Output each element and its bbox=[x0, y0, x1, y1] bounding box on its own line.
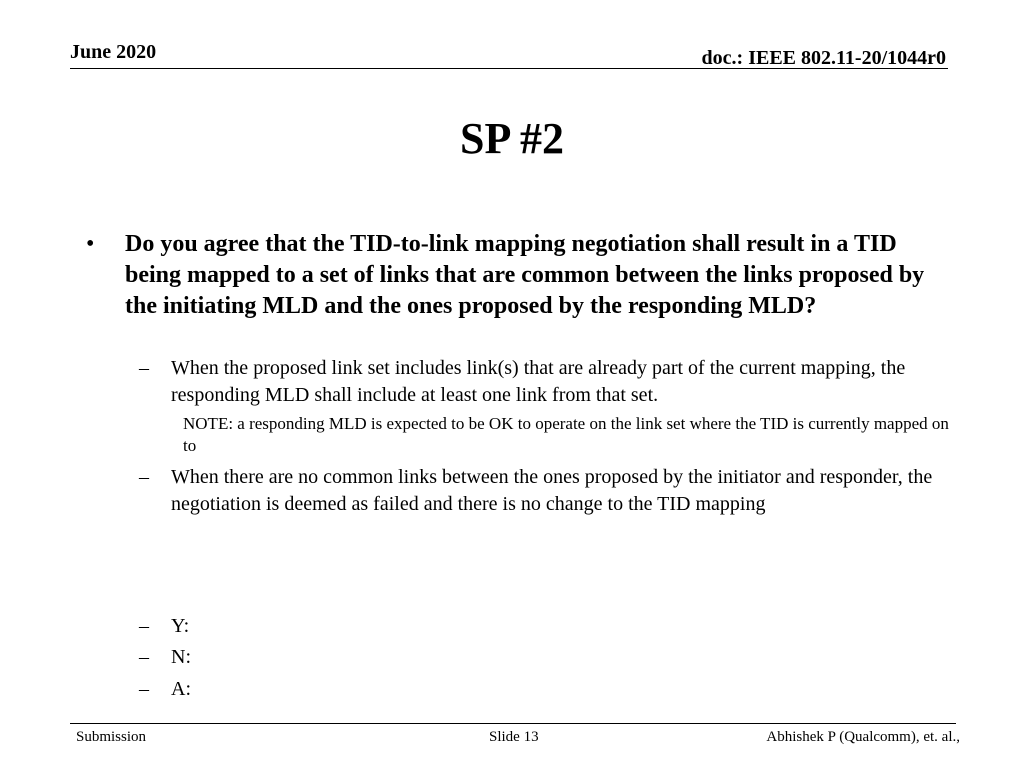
vote-no: N: bbox=[171, 646, 191, 668]
dash-marker: – bbox=[139, 615, 149, 637]
sub-item-2: When there are no common links between the ones proposed by the initiator and responder, the negotiation is deemed as failed and there is no change to the TID mapping bbox=[171, 466, 933, 515]
note-text: NOTE: a responding MLD is expected to be OK to operate on the link set where the TID is currently mapped on to bbox=[183, 414, 949, 455]
sub-item-1: When the proposed link set includes link(s) that are already part of the current mapping, the responding MLD shall include at least one link from that set. bbox=[171, 357, 906, 406]
vote-yes: Y: bbox=[171, 615, 190, 637]
header-doc-id: doc.: IEEE 802.11-20/1044r0 bbox=[701, 47, 946, 69]
dash-marker: – bbox=[139, 466, 149, 488]
bullet-marker: • bbox=[86, 231, 95, 257]
slide-title: SP #2 bbox=[460, 114, 564, 163]
dash-marker: – bbox=[139, 646, 149, 668]
dash-marker: – bbox=[139, 357, 149, 379]
footer-submission: Submission bbox=[76, 729, 147, 745]
footer-author: Abhishek P (Qualcomm), et. al., bbox=[766, 729, 960, 745]
header-date: June 2020 bbox=[70, 41, 157, 63]
question-text: Do you agree that the TID-to-link mapping negotiation shall result in a TID being mapped to a set of links that are common between the links proposed by the initiating MLD and the ones proposed by the responding MLD? bbox=[125, 231, 925, 319]
header-divider bbox=[70, 68, 948, 69]
dash-marker: – bbox=[139, 678, 149, 700]
vote-abstain: A: bbox=[171, 678, 191, 700]
footer-slide-number: Slide 13 bbox=[489, 729, 539, 745]
footer-divider bbox=[70, 723, 956, 724]
